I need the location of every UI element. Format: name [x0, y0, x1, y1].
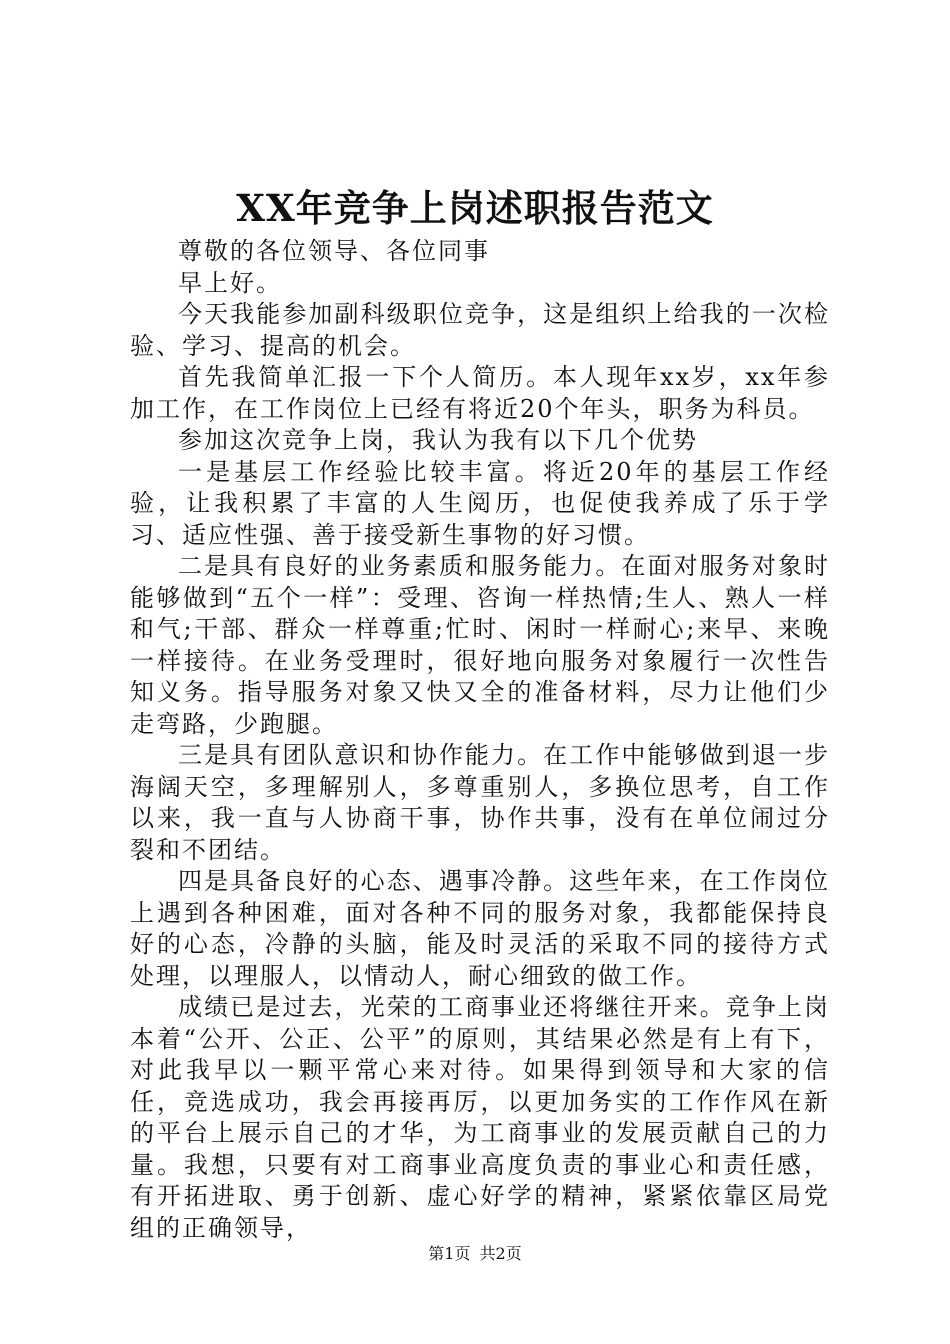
- paragraph: 首先我简单汇报一下个人简历。本人现年xx岁，xx年参加工作，在工作岗位上已经有将近20个年头，职务为科员。: [130, 363, 830, 423]
- page-total: 共2页: [479, 1244, 522, 1263]
- paragraph: 今天我能参加副科级职位竞争，这是组织上给我的一次检验、学习、提高的机会。: [130, 300, 830, 360]
- paragraph: 四是具备良好的心态、遇事冷静。这些年来，在工作岗位上遇到各种困难，面对各种不同的服务对象，我都能保持良好的心态，冷静的头脑，能及时灵活的采取不同的接待方式处理，以理服人，以情动人，耐心细致的做工作。: [130, 867, 830, 990]
- paragraph-greeting: 早上好。: [178, 268, 282, 297]
- page-footer: [0, 1244, 950, 1264]
- paragraph: 二是具有良好的业务素质和服务能力。在面对服务对象时能够做到“五个一样”：受理、咨询一样热情;生人、熟人一样和气;干部、群众一样尊重;忙时、闲时一样耐心;来早、来晚一样接待。在业务受理时，很好地向服务对象履行一次性告知义务。指导服务对象又快又全的准备材料，尽力让他们少走弯路，少跑腿。: [130, 552, 830, 738]
- document-title: XX年竞争上岗述职报告范文: [236, 186, 714, 230]
- page-number: 第1页: [428, 1244, 471, 1263]
- paragraph: 三是具有团队意识和协作能力。在工作中能够做到退一步海阔天空，多理解别人，多尊重别人，多换位思考，自工作以来，我一直与人协商干事，协作共事，没有在单位闹过分裂和不团结。: [130, 741, 830, 864]
- paragraph: 一是基层工作经验比较丰富。将近20年的基层工作经验，让我积累了丰富的人生阅历，也促使我养成了乐于学习、适应性强、善于接受新生事物的好习惯。: [130, 457, 830, 549]
- paragraph: 参加这次竞争上岗，我认为我有以下几个优势: [178, 426, 698, 454]
- paragraph: 成绩已是过去，光荣的工商事业还将继往开来。竞争上岗本着“公开、公正、公平”的原则，其结果必然是有上有下，对此我早以一颗平常心来对待。如果得到领导和大家的信任，竞选成功，我会再接再厉，以更加务实的工作作风在新的平台上展示自己的才华，为工商事业的发展贡献自己的力量。我想，只要有对工商事业高度负责的事业心和责任感，有开拓进取、勇于创新、虚心好学的精神，紧紧依靠区局党组的正确领导，: [130, 993, 830, 1242]
- document-body: [130, 236, 830, 1244]
- paragraph-salutation: 尊敬的各位领导、各位同事: [178, 237, 490, 265]
